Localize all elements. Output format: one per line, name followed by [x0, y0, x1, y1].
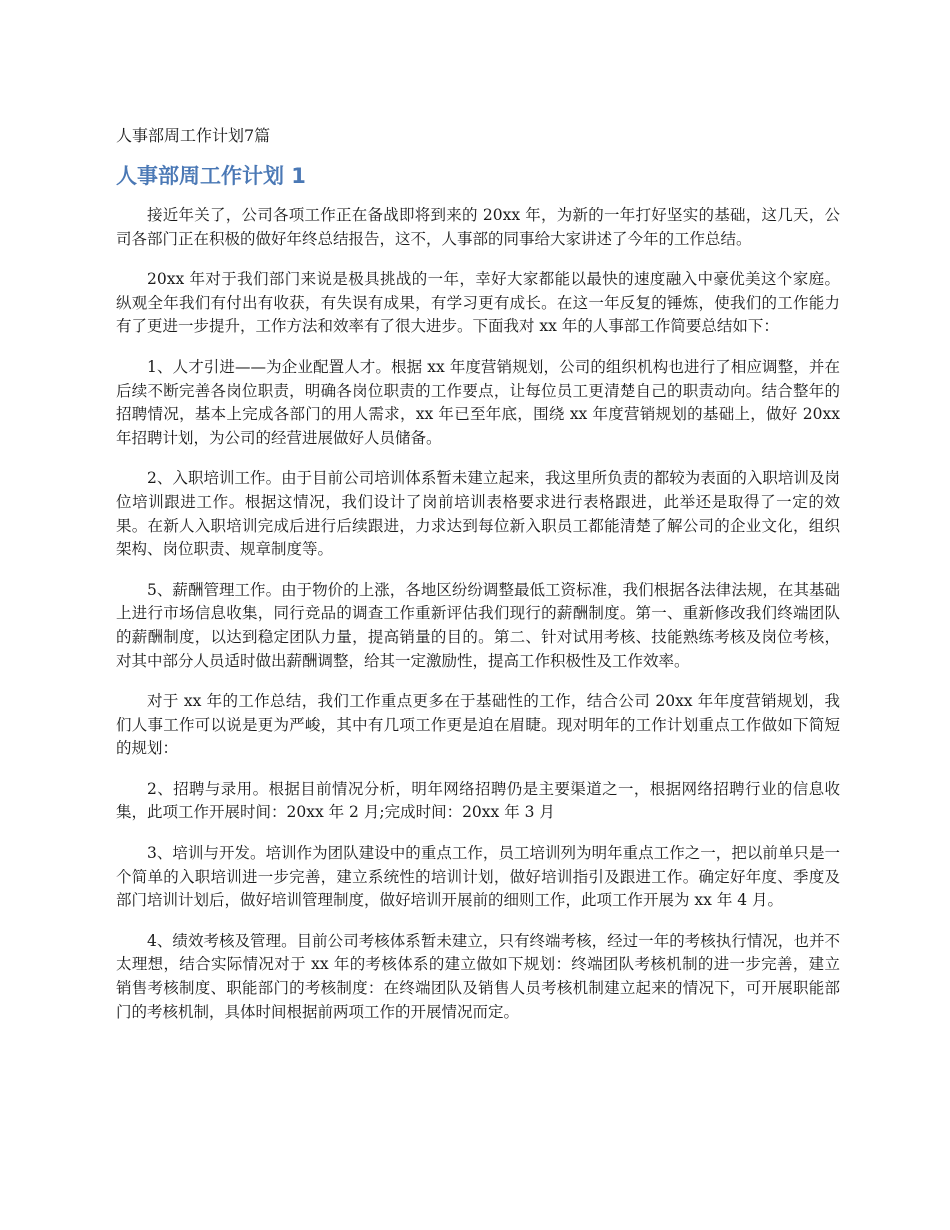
paragraph-intro: 接近年关了，公司各项工作正在备战即将到来的 20xx 年，为新的一年打好坚实的基础，这几天，公司各部门正在积极的做好年终总结报告，这不，人事部的同事给大家讲述了今年的工作总结。: [116, 206, 840, 248]
document-body: [116, 204, 840, 1041]
document-title: 人事部周工作计划7篇: [116, 126, 271, 145]
paragraph-onboarding-training: 2、入职培训工作。由于目前公司培训体系暂未建立起来，我这里所负责的都较为表面的入职培训及岗位培训跟进工作。根据这情况，我们设计了岗前培训表格要求进行表格跟进，此举还是取得了一定的效果。在新人入职培训完成后进行后续跟进，力求达到每位新入职员工都能清楚了解公司的企业文化，组织架构、岗位职责、规章制度等。: [116, 469, 840, 559]
paragraph-recruitment-plan: 2、招聘与录用。根据目前情况分析，明年网络招聘仍是主要渠道之一，根据网络招聘行业的信息收集，此项工作开展时间：20xx 年 2 月;完成时间：20xx 年 3 月: [116, 779, 840, 822]
paragraph-next-year-plan: 对于 xx 年的工作总结，我们工作重点更多在于基础性的工作，结合公司 20xx 年年度营销规划，我们人事工作可以说是更为严峻，其中有几项工作更是迫在眉睫。现对明年的工作计划重点工作做如下简短的规划：: [116, 692, 840, 758]
section-heading: 人事部周工作计划 1: [116, 164, 306, 188]
paragraph-performance-appraisal: 4、绩效考核及管理。目前公司考核体系暂未建立，只有终端考核，经过一年的考核执行情况，也并不太理想，结合实际情况对于 xx 年的考核体系的建立做如下规划：终端团队考核机制的进一步完善，建立销售考核制度、职能部门的考核制度：在终端团队及销售人员考核机制建立起来的情况下，可开展职能部门的考核机制，具体时间根据前两项工作的开展情况而定。: [116, 931, 840, 1021]
paragraph-training-development: 3、培训与开发。培训作为团队建设中的重点工作，员工培训列为明年重点工作之一，把以前单只是一个简单的入职培训进一步完善，建立系统性的培训计划，做好培训指引及跟进工作。确定好年度、季度及部门培训计划后，做好培训管理制度，做好培训开展前的细则工作，此项工作开展为 xx 年 4 月。: [116, 844, 840, 910]
paragraph-compensation: 5、薪酬管理工作。由于物价的上涨，各地区纷纷调整最低工资标准，我们根据各法律法规，在其基础上进行市场信息收集，同行竞品的调查工作重新评估我们现行的薪酬制度。第一、重新修改我们终端团队的薪酬制度，以达到稳定团队力量，提高销量的目的。第二、针对试用考核、技能熟练考核及岗位考核，对其中部分人员适时做出薪酬调整，给其一定激励性，提高工作积极性及工作效率。: [116, 580, 840, 670]
paragraph-talent-recruitment: 1、人才引进——为企业配置人才。根据 xx 年度营销规划，公司的组织机构也进行了相应调整，并在后续不断完善各岗位职责，明确各岗位职责的工作要点，让每位员工更清楚自己的职责动向。结合整年的招聘情况，基本上完成各部门的用人需求，xx 年已至年底，围绕 xx 年度营销规划的基础上，做好 20xx 年招聘计划，为公司的经营进展做好人员储备。: [116, 357, 840, 447]
paragraph-year-review: 20xx 年对于我们部门来说是极具挑战的一年，幸好大家都能以最快的速度融入中豪优美这个家庭。纵观全年我们有付出有收获，有失误有成果，有学习更有成长。在这一年反复的锤炼，使我们的工作能力有了更进一步提升，工作方法和效率有了很大进步。下面我对 xx 年的人事部工作简要总结如下：: [116, 270, 840, 336]
